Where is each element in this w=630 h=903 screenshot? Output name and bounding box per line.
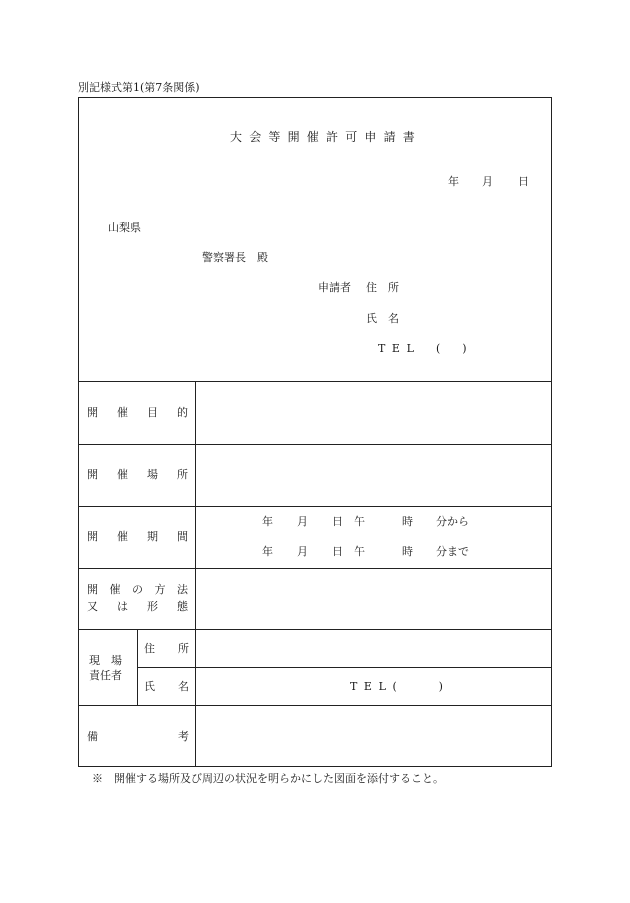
form-title: 大会等開催許可申請書 [230, 130, 423, 144]
char: 所 [178, 642, 189, 655]
char: 法 [177, 583, 188, 596]
footnote: ※ 開催する場所及び周辺の状況を明らかにした図面を添付すること。 [92, 772, 444, 785]
period-end-end: 分まで [436, 545, 469, 558]
char: は [117, 600, 128, 613]
char: 場 [147, 468, 158, 481]
char: 催 [117, 530, 128, 543]
label-purpose [87, 407, 188, 418]
char: 態 [177, 600, 188, 613]
period-start-month: 月 [297, 515, 308, 528]
date-month: 月 [482, 175, 493, 188]
period-start-day: 日 [332, 515, 343, 528]
char: 形 [147, 600, 158, 613]
period-start-hour: 時 [402, 515, 413, 528]
period-end-month: 月 [297, 545, 308, 558]
rule-period [78, 568, 552, 569]
rule-label-column [195, 381, 196, 767]
addressee-chief: 警察署長 殿 [202, 251, 268, 264]
label-manager-name [144, 681, 189, 692]
char: 的 [177, 406, 188, 419]
label-place [87, 469, 188, 480]
char: 催 [117, 406, 128, 419]
rule-manager-sub [137, 629, 138, 705]
addressee-prefecture: 山梨県 [108, 221, 141, 234]
char: 開 [87, 530, 98, 543]
applicant-tel-label: TEL [378, 342, 421, 355]
char: 開 [87, 406, 98, 419]
period-end-ampm: 午 [354, 545, 365, 558]
rule-place [78, 506, 552, 507]
char: 名 [178, 680, 189, 693]
label-method-line2 [87, 601, 188, 612]
char: 氏 [144, 680, 155, 693]
date-year: 年 [448, 175, 459, 188]
applicant-tel-paren: ( ) [436, 342, 467, 355]
period-end-year: 年 [262, 545, 273, 558]
label-method-line1 [87, 584, 188, 595]
char: 住 [144, 642, 155, 655]
char: 目 [147, 406, 158, 419]
rule-header [78, 381, 552, 382]
date-day: 日 [518, 175, 529, 188]
char: 間 [177, 530, 188, 543]
period-start-year: 年 [262, 515, 273, 528]
rule-manager [78, 705, 552, 706]
char: 開 [87, 468, 98, 481]
char: の [132, 583, 143, 596]
period-end-day: 日 [332, 545, 343, 558]
label-manager-address [144, 643, 189, 654]
period-start-ampm: 午 [354, 515, 365, 528]
label-period [87, 531, 188, 542]
char: 期 [147, 530, 158, 543]
label-manager-line1: 現 場 [89, 654, 122, 667]
label-remarks-left: 備 [87, 730, 98, 743]
applicant-label: 申請者 [318, 281, 351, 294]
rule-purpose [78, 444, 552, 445]
char: 方 [154, 583, 166, 596]
rule-method [78, 629, 552, 630]
period-start-end: 分から [436, 515, 469, 528]
char: 又 [87, 600, 98, 613]
char: 開 [87, 583, 98, 596]
char: 所 [177, 468, 188, 481]
applicant-name-label: 氏 名 [366, 312, 399, 325]
label-remarks-right: 考 [178, 730, 189, 743]
period-end-hour: 時 [402, 545, 413, 558]
applicant-address-label: 住 所 [366, 281, 399, 294]
label-manager-line2: 責任者 [89, 669, 122, 682]
char: 催 [109, 583, 121, 596]
manager-tel: TEL( ) [350, 680, 450, 693]
char: 催 [117, 468, 128, 481]
rule-manager-mid [137, 667, 552, 668]
form-number: 別記様式第1(第7条関係) [78, 81, 200, 94]
